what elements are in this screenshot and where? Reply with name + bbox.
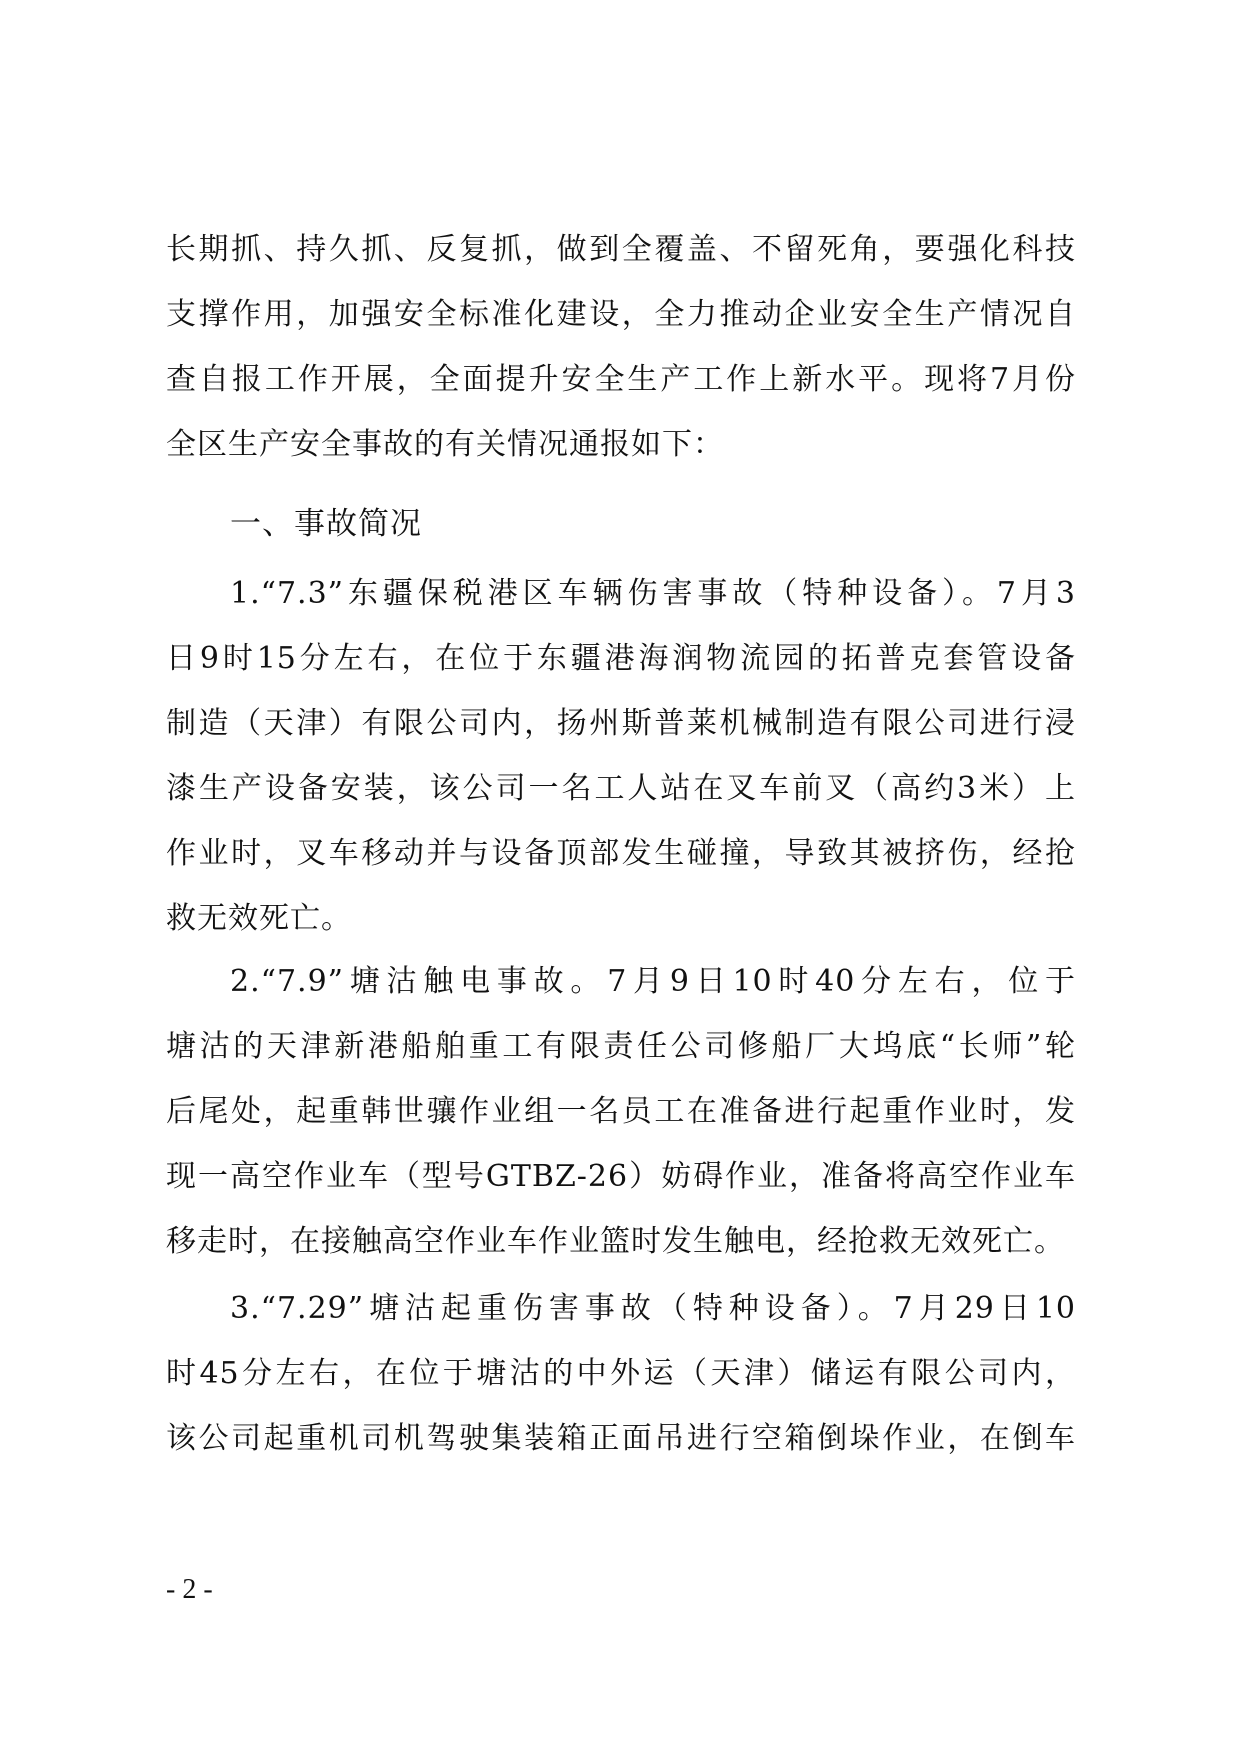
paragraph-line: 长期抓、持久抓、反复抓，做到全覆盖、不留死角，要强化科技: [166, 232, 1076, 267]
paragraph-line: 后尾处，起重韩世骧作业组一名员工在准备进行起重作业时，发: [166, 1094, 1076, 1129]
paragraph-line: 漆生产设备安装，该公司一名工人站在叉车前叉（高约3米）上: [166, 771, 1076, 806]
page-number: - 2 -: [166, 1574, 213, 1605]
paragraph-line: 塘沽的天津新港船舶重工有限责任公司修船厂大坞底“长师”轮: [166, 1029, 1076, 1064]
paragraph-line: 时45分左右，在位于塘沽的中外运（天津）储运有限公司内，: [166, 1356, 1076, 1391]
paragraph-line: 1.“7.3”东疆保税港区车辆伤害事故（特种设备）。7月3: [230, 576, 1076, 611]
paragraph-line: 2.“7.9”塘沽触电事故。7月9日10时40分左右，位于: [230, 964, 1076, 999]
section-heading: 一、事故简况: [230, 506, 422, 542]
paragraph-line: 制造（天津）有限公司内，扬州斯普莱机械制造有限公司进行浸: [166, 706, 1076, 741]
paragraph-line: 查自报工作开展，全面提升安全生产工作上新水平。现将7月份: [166, 362, 1076, 397]
paragraph-line: 救无效死亡。: [166, 901, 352, 936]
paragraph-line: 3.“7.29”塘沽起重伤害事故（特种设备）。7月29日10: [230, 1291, 1076, 1326]
paragraph-line: 移走时，在接触高空作业车作业篮时发生触电，经抢救无效死亡。: [166, 1224, 1065, 1259]
paragraph-line: 该公司起重机司机驾驶集装箱正面吊进行空箱倒垛作业，在倒车: [166, 1421, 1076, 1456]
paragraph-line: 作业时，叉车移动并与设备顶部发生碰撞，导致其被挤伤，经抢: [166, 836, 1076, 871]
paragraph-line: 现一高空作业车（型号GTBZ-26）妨碍作业，准备将高空作业车: [166, 1159, 1076, 1194]
paragraph-line: 支撑作用，加强安全标准化建设，全力推动企业安全生产情况自: [166, 297, 1076, 332]
paragraph-line: 全区生产安全事故的有关情况通报如下：: [166, 427, 724, 462]
paragraph-line: 日9时15分左右，在位于东疆港海润物流园的拓普克套管设备: [166, 641, 1076, 676]
